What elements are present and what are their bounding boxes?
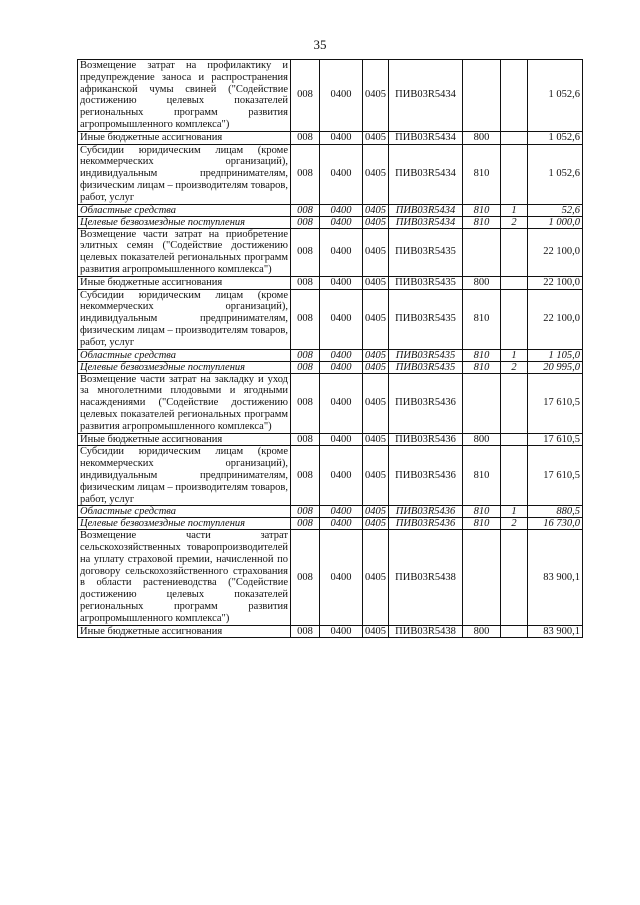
- funding-source-code: 2: [501, 216, 528, 228]
- funding-source-code: [501, 446, 528, 506]
- subsection-code: 0405: [363, 625, 389, 638]
- amount: 17 610,5: [528, 433, 583, 446]
- expense-type-code: 810: [463, 349, 501, 361]
- table-row: [78, 506, 583, 518]
- table-row: [78, 276, 583, 289]
- section-code: 0400: [320, 433, 363, 446]
- item-name: Иные бюджетные ассигнования: [78, 625, 291, 638]
- expense-type-code: 800: [463, 131, 501, 144]
- item-name: Возмещение части затрат сельскохозяйственных товаропроизводителей на уплату страховой премии, начисленной по договору сельскохозяйственного страхования в области растениеводства ("Содействие достижению целевых показателей региональных программ развития агропромышленного комплекса"): [78, 530, 291, 625]
- ministry-code: 008: [291, 446, 320, 506]
- ministry-code: 008: [291, 349, 320, 361]
- target-article-code: ПИВ03R5438: [389, 625, 463, 638]
- funding-source-code: [501, 60, 528, 132]
- target-article-code: ПИВ03R5438: [389, 530, 463, 625]
- ministry-code: 008: [291, 289, 320, 349]
- item-name: Целевые безвозмездные поступления: [78, 518, 291, 530]
- funding-source-code: [501, 433, 528, 446]
- target-article-code: ПИВ03R5434: [389, 131, 463, 144]
- section-code: 0400: [320, 625, 363, 638]
- section-code: 0400: [320, 60, 363, 132]
- amount: 1 052,6: [528, 144, 583, 204]
- table-row: [78, 289, 583, 349]
- item-name: Субсидии юридическим лицам (кроме некоммерческих организаций), индивидуальным предпринимателям, физическим лицам – производителям товаров, работ, услуг: [78, 446, 291, 506]
- amount: 52,6: [528, 204, 583, 216]
- ministry-code: 008: [291, 506, 320, 518]
- table-row: [78, 361, 583, 373]
- amount: 22 100,0: [528, 276, 583, 289]
- section-code: 0400: [320, 144, 363, 204]
- subsection-code: 0405: [363, 361, 389, 373]
- target-article-code: ПИВ03R5435: [389, 228, 463, 276]
- table-row: [78, 131, 583, 144]
- expense-type-code: [463, 228, 501, 276]
- section-code: 0400: [320, 349, 363, 361]
- amount: 1 105,0: [528, 349, 583, 361]
- page-number: 35: [313, 37, 327, 52]
- expense-type-code: [463, 373, 501, 433]
- section-code: 0400: [320, 446, 363, 506]
- table-row: [78, 60, 583, 132]
- section-code: 0400: [320, 361, 363, 373]
- table-row: [78, 373, 583, 433]
- section-code: 0400: [320, 518, 363, 530]
- subsection-code: 0405: [363, 530, 389, 625]
- funding-source-code: 1: [501, 349, 528, 361]
- ministry-code: 008: [291, 625, 320, 638]
- section-code: 0400: [320, 289, 363, 349]
- amount: 22 100,0: [528, 289, 583, 349]
- item-name: Областные средства: [78, 204, 291, 216]
- ministry-code: 008: [291, 276, 320, 289]
- funding-source-code: [501, 530, 528, 625]
- target-article-code: ПИВ03R5434: [389, 216, 463, 228]
- subsection-code: 0405: [363, 276, 389, 289]
- funding-source-code: [501, 625, 528, 638]
- item-name: Иные бюджетные ассигнования: [78, 131, 291, 144]
- expense-type-code: 810: [463, 506, 501, 518]
- item-name: Целевые безвозмездные поступления: [78, 361, 291, 373]
- subsection-code: 0405: [363, 446, 389, 506]
- expense-type-code: 810: [463, 361, 501, 373]
- ministry-code: 008: [291, 373, 320, 433]
- ministry-code: 008: [291, 131, 320, 144]
- table-row: [78, 349, 583, 361]
- item-name: Субсидии юридическим лицам (кроме некоммерческих организаций), индивидуальным предпринимателям, физическим лицам – производителям товаров, работ, услуг: [78, 144, 291, 204]
- ministry-code: 008: [291, 530, 320, 625]
- expense-type-code: 810: [463, 446, 501, 506]
- item-name: Возмещение части затрат на закладку и уход за многолетними плодовыми и ягодными насаждениями ("Содействие достижению целевых показателей региональных программ развития агропромышленного комплекса"): [78, 373, 291, 433]
- amount: 83 900,1: [528, 530, 583, 625]
- funding-source-code: 2: [501, 361, 528, 373]
- funding-source-code: [501, 228, 528, 276]
- subsection-code: 0405: [363, 144, 389, 204]
- expense-type-code: 800: [463, 276, 501, 289]
- subsection-code: 0405: [363, 349, 389, 361]
- table-row: [78, 204, 583, 216]
- subsection-code: 0405: [363, 131, 389, 144]
- funding-source-code: [501, 144, 528, 204]
- item-name: Иные бюджетные ассигнования: [78, 276, 291, 289]
- item-name: Возмещение части затрат на приобретение элитных семян ("Содействие достижению целевых показателей региональных программ развития агропромышленного комплекса"): [78, 228, 291, 276]
- table-body: [78, 60, 583, 638]
- ministry-code: 008: [291, 228, 320, 276]
- amount: 17 610,5: [528, 373, 583, 433]
- ministry-code: 008: [291, 361, 320, 373]
- item-name: Иные бюджетные ассигнования: [78, 433, 291, 446]
- target-article-code: ПИВ03R5435: [389, 289, 463, 349]
- funding-source-code: 2: [501, 518, 528, 530]
- target-article-code: ПИВ03R5435: [389, 349, 463, 361]
- subsection-code: 0405: [363, 289, 389, 349]
- target-article-code: ПИВ03R5434: [389, 144, 463, 204]
- budget-table: [77, 59, 583, 638]
- section-code: 0400: [320, 204, 363, 216]
- amount: 1 000,0: [528, 216, 583, 228]
- subsection-code: 0405: [363, 373, 389, 433]
- ministry-code: 008: [291, 144, 320, 204]
- table-row: [78, 144, 583, 204]
- section-code: 0400: [320, 131, 363, 144]
- target-article-code: ПИВ03R5434: [389, 204, 463, 216]
- subsection-code: 0405: [363, 228, 389, 276]
- table-row: [78, 228, 583, 276]
- amount: 17 610,5: [528, 446, 583, 506]
- subsection-code: 0405: [363, 433, 389, 446]
- target-article-code: ПИВ03R5436: [389, 518, 463, 530]
- section-code: 0400: [320, 216, 363, 228]
- table-row: [78, 625, 583, 638]
- table-row: [78, 446, 583, 506]
- target-article-code: ПИВ03R5435: [389, 276, 463, 289]
- ministry-code: 008: [291, 518, 320, 530]
- target-article-code: ПИВ03R5436: [389, 446, 463, 506]
- funding-source-code: [501, 289, 528, 349]
- expense-type-code: 810: [463, 289, 501, 349]
- subsection-code: 0405: [363, 60, 389, 132]
- section-code: 0400: [320, 506, 363, 518]
- funding-source-code: [501, 373, 528, 433]
- expense-type-code: 800: [463, 433, 501, 446]
- expense-type-code: 810: [463, 518, 501, 530]
- subsection-code: 0405: [363, 506, 389, 518]
- amount: 880,5: [528, 506, 583, 518]
- target-article-code: ПИВ03R5436: [389, 373, 463, 433]
- ministry-code: 008: [291, 433, 320, 446]
- table-row: [78, 433, 583, 446]
- ministry-code: 008: [291, 216, 320, 228]
- subsection-code: 0405: [363, 204, 389, 216]
- funding-source-code: [501, 276, 528, 289]
- target-article-code: ПИВ03R5436: [389, 506, 463, 518]
- amount: 16 730,0: [528, 518, 583, 530]
- expense-type-code: 800: [463, 625, 501, 638]
- target-article-code: ПИВ03R5435: [389, 361, 463, 373]
- amount: 20 995,0: [528, 361, 583, 373]
- section-code: 0400: [320, 373, 363, 433]
- item-name: Субсидии юридическим лицам (кроме некоммерческих организаций), индивидуальным предпринимателям, физическим лицам – производителям товаров, работ, услуг: [78, 289, 291, 349]
- section-code: 0400: [320, 228, 363, 276]
- table-row: [78, 530, 583, 625]
- table-row: [78, 216, 583, 228]
- ministry-code: 008: [291, 60, 320, 132]
- target-article-code: ПИВ03R5436: [389, 433, 463, 446]
- amount: 1 052,6: [528, 131, 583, 144]
- expense-type-code: 810: [463, 216, 501, 228]
- item-name: Областные средства: [78, 506, 291, 518]
- funding-source-code: 1: [501, 506, 528, 518]
- subsection-code: 0405: [363, 518, 389, 530]
- expense-type-code: 810: [463, 204, 501, 216]
- funding-source-code: 1: [501, 204, 528, 216]
- item-name: Областные средства: [78, 349, 291, 361]
- expense-type-code: 810: [463, 144, 501, 204]
- target-article-code: ПИВ03R5434: [389, 60, 463, 132]
- section-code: 0400: [320, 276, 363, 289]
- amount: 1 052,6: [528, 60, 583, 132]
- section-code: 0400: [320, 530, 363, 625]
- table-row: [78, 518, 583, 530]
- ministry-code: 008: [291, 204, 320, 216]
- amount: 22 100,0: [528, 228, 583, 276]
- subsection-code: 0405: [363, 216, 389, 228]
- expense-type-code: [463, 530, 501, 625]
- expense-type-code: [463, 60, 501, 132]
- item-name: Целевые безвозмездные поступления: [78, 216, 291, 228]
- amount: 83 900,1: [528, 625, 583, 638]
- item-name: Возмещение затрат на профилактику и предупреждение заноса и распространения африканской чумы свиней ("Содействие достижению целевых показателей региональных программ развития агропромышленного комплекса"): [78, 60, 291, 132]
- funding-source-code: [501, 131, 528, 144]
